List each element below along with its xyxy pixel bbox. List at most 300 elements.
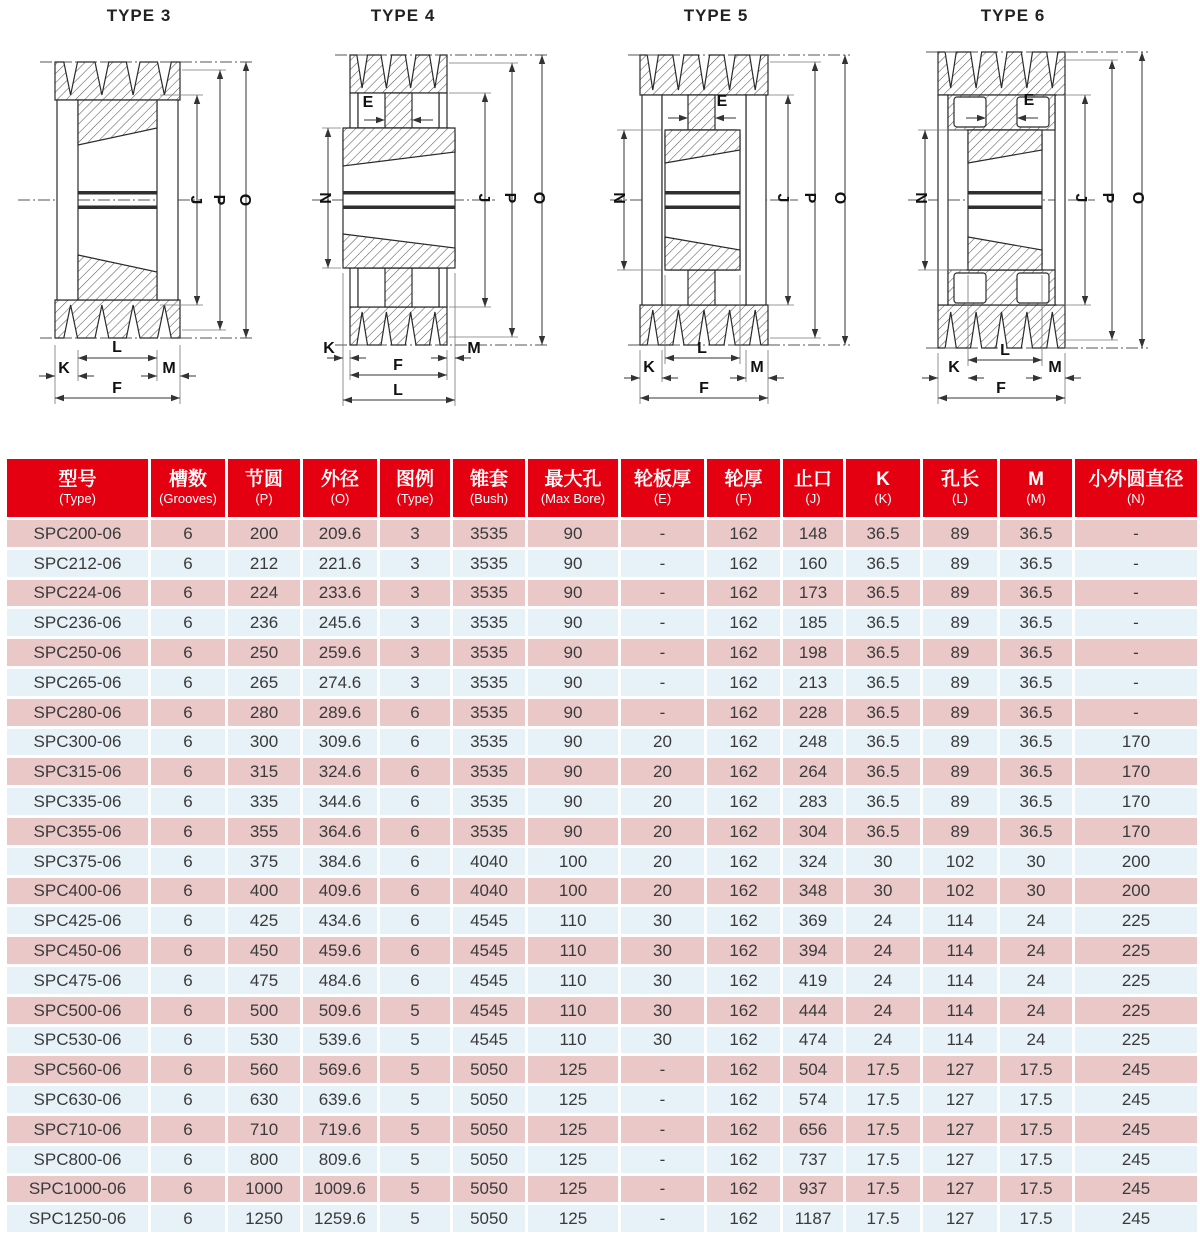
dim-label-l: L: [1000, 342, 1010, 359]
table-cell: 4545: [452, 936, 527, 966]
table-cell: 127: [922, 1085, 999, 1115]
table-cell: 1259.6: [302, 1204, 379, 1234]
table-cell: 90: [527, 816, 620, 846]
header-cell: M (M): [999, 458, 1074, 519]
table-cell: 560: [227, 1055, 302, 1085]
table-cell: 89: [922, 548, 999, 578]
spec-table: [4, 456, 1200, 1235]
dim-label-j: J: [187, 195, 204, 205]
table-cell: 90: [527, 548, 620, 578]
table-cell: SPC355-06: [6, 816, 150, 846]
table-cell: 6: [379, 876, 452, 906]
table-cell: 409.6: [302, 876, 379, 906]
table-cell: 3: [379, 608, 452, 638]
table-cell: 162: [706, 787, 782, 817]
table-cell: 89: [922, 787, 999, 817]
dim-label-k: K: [58, 360, 70, 377]
table-cell: 24: [999, 995, 1074, 1025]
table-cell: 710: [227, 1114, 302, 1144]
table-cell: 5050: [452, 1144, 527, 1174]
table-cell: -: [620, 1114, 706, 1144]
table-cell: -: [620, 578, 706, 608]
table-cell: 5050: [452, 1204, 527, 1234]
table-cell: SPC560-06: [6, 1055, 150, 1085]
table-cell: 6: [150, 519, 227, 549]
table-cell: 17.5: [999, 1055, 1074, 1085]
table-cell: 36.5: [845, 638, 922, 668]
table-row: [6, 936, 1199, 966]
header-cell: 孔长 (L): [922, 458, 999, 519]
table-cell: 539.6: [302, 1025, 379, 1055]
table-cell: 348: [782, 876, 845, 906]
dim-label-m: M: [750, 359, 764, 376]
table-cell: 17.5: [845, 1055, 922, 1085]
table-cell: 6: [379, 965, 452, 995]
header-cell: 外径 (O): [302, 458, 379, 519]
table-cell: 1009.6: [302, 1174, 379, 1204]
table-cell: 24: [845, 906, 922, 936]
table-cell: 639.6: [302, 1085, 379, 1115]
table-cell: 36.5: [845, 608, 922, 638]
table-cell: 450: [227, 936, 302, 966]
table-cell: 212: [227, 548, 302, 578]
table-cell: 5: [379, 1025, 452, 1055]
table-cell: 369: [782, 906, 845, 936]
table-cell: 114: [922, 906, 999, 936]
drawing-type-5: [600, 0, 900, 448]
table-row: [6, 816, 1199, 846]
table-cell: 36.5: [999, 697, 1074, 727]
table-row: [6, 906, 1199, 936]
table-cell: 114: [922, 936, 999, 966]
table-cell: 245: [1074, 1144, 1199, 1174]
table-cell: 20: [620, 727, 706, 757]
table-cell: SPC300-06: [6, 727, 150, 757]
table-cell: 89: [922, 697, 999, 727]
table-cell: 6: [150, 1025, 227, 1055]
drawing-type-3: [0, 0, 300, 448]
dim-label-n: N: [610, 192, 627, 204]
dim-label-n: N: [912, 192, 929, 204]
table-cell: 484.6: [302, 965, 379, 995]
table-cell: -: [620, 1144, 706, 1174]
table-cell: 6: [379, 757, 452, 787]
table-cell: 6: [150, 1114, 227, 1144]
header-cell: 锥套 (Bush): [452, 458, 527, 519]
table-cell: 162: [706, 667, 782, 697]
table-cell: 5: [379, 1174, 452, 1204]
table-cell: SPC212-06: [6, 548, 150, 578]
table-cell: SPC710-06: [6, 1114, 150, 1144]
table-cell: 221.6: [302, 548, 379, 578]
table-cell: 419: [782, 965, 845, 995]
table-cell: 315: [227, 757, 302, 787]
table-cell: 245: [1074, 1174, 1199, 1204]
table-cell: 36.5: [845, 757, 922, 787]
table-cell: SPC1250-06: [6, 1204, 150, 1234]
table-cell: SPC800-06: [6, 1144, 150, 1174]
table-cell: 30: [845, 846, 922, 876]
table-cell: 90: [527, 578, 620, 608]
table-cell: -: [620, 608, 706, 638]
table-cell: 170: [1074, 816, 1199, 846]
table-cell: 3535: [452, 519, 527, 549]
table-cell: 233.6: [302, 578, 379, 608]
table-cell: 444: [782, 995, 845, 1025]
table-row: [6, 697, 1199, 727]
table-cell: 5050: [452, 1114, 527, 1144]
table-row: [6, 727, 1199, 757]
dim-label-p: P: [501, 192, 518, 204]
table-cell: 200: [1074, 876, 1199, 906]
table-cell: 6: [150, 667, 227, 697]
table-cell: 36.5: [999, 638, 1074, 668]
table-cell: 6: [150, 995, 227, 1025]
table-cell: 3: [379, 578, 452, 608]
table-cell: SPC236-06: [6, 608, 150, 638]
table-cell: 434.6: [302, 906, 379, 936]
table-cell: 530: [227, 1025, 302, 1055]
table-cell: 304: [782, 816, 845, 846]
table-cell: 5: [379, 995, 452, 1025]
table-cell: -: [1074, 667, 1199, 697]
table-cell: SPC224-06: [6, 578, 150, 608]
table-cell: 5: [379, 1114, 452, 1144]
table-cell: 162: [706, 757, 782, 787]
header-cell: 图例 (Type): [379, 458, 452, 519]
table-cell: 100: [527, 846, 620, 876]
spec-table-body: [6, 519, 1199, 1234]
table-cell: 127: [922, 1055, 999, 1085]
dim-label-e: E: [1023, 92, 1035, 109]
table-cell: 162: [706, 1025, 782, 1055]
table-cell: 90: [527, 757, 620, 787]
table-cell: 4040: [452, 846, 527, 876]
dim-label-n: N: [316, 192, 333, 204]
table-cell: 6: [379, 816, 452, 846]
table-cell: 3: [379, 638, 452, 668]
table-cell: 198: [782, 638, 845, 668]
table-cell: 1250: [227, 1204, 302, 1234]
table-cell: 504: [782, 1055, 845, 1085]
table-cell: 209.6: [302, 519, 379, 549]
table-cell: 24: [845, 936, 922, 966]
table-cell: 236: [227, 608, 302, 638]
table-cell: SPC450-06: [6, 936, 150, 966]
table-cell: 245: [1074, 1114, 1199, 1144]
table-cell: 36.5: [999, 727, 1074, 757]
table-cell: 125: [527, 1204, 620, 1234]
table-cell: 20: [620, 876, 706, 906]
dim-label-m: M: [467, 340, 481, 357]
dim-label-o: O: [530, 191, 547, 205]
table-cell: 245: [1074, 1085, 1199, 1115]
table-cell: 89: [922, 667, 999, 697]
dim-label-o: O: [1129, 191, 1146, 205]
table-cell: 6: [150, 787, 227, 817]
table-cell: 3535: [452, 757, 527, 787]
table-cell: 228: [782, 697, 845, 727]
table-row: [6, 846, 1199, 876]
table-cell: 17.5: [845, 1204, 922, 1234]
table-row: [6, 638, 1199, 668]
table-cell: 6: [150, 846, 227, 876]
header-cell: 轮厚 (F): [706, 458, 782, 519]
table-cell: 5: [379, 1204, 452, 1234]
table-cell: 225: [1074, 965, 1199, 995]
table-cell: 475: [227, 965, 302, 995]
table-cell: -: [1074, 519, 1199, 549]
table-cell: 6: [150, 906, 227, 936]
header-cell: 槽数 (Grooves): [150, 458, 227, 519]
table-cell: SPC375-06: [6, 846, 150, 876]
table-cell: 170: [1074, 787, 1199, 817]
table-cell: 127: [922, 1174, 999, 1204]
table-cell: 162: [706, 816, 782, 846]
table-row: [6, 667, 1199, 697]
table-cell: 90: [527, 519, 620, 549]
table-cell: 89: [922, 638, 999, 668]
table-cell: 162: [706, 1144, 782, 1174]
table-cell: 737: [782, 1144, 845, 1174]
table-cell: 162: [706, 1174, 782, 1204]
table-cell: 125: [527, 1114, 620, 1144]
table-cell: 24: [999, 1025, 1074, 1055]
table-cell: 89: [922, 727, 999, 757]
table-cell: 36.5: [999, 578, 1074, 608]
table-cell: 459.6: [302, 936, 379, 966]
table-cell: SPC630-06: [6, 1085, 150, 1115]
table-cell: 125: [527, 1085, 620, 1115]
table-cell: 6: [150, 608, 227, 638]
table-cell: 162: [706, 876, 782, 906]
table-row: [6, 578, 1199, 608]
table-cell: 110: [527, 995, 620, 1025]
table-cell: SPC530-06: [6, 1025, 150, 1055]
table-cell: 274.6: [302, 667, 379, 697]
table-cell: 17.5: [999, 1204, 1074, 1234]
table-cell: 289.6: [302, 697, 379, 727]
header-cell: 轮板厚 (E): [620, 458, 706, 519]
table-cell: 5050: [452, 1085, 527, 1115]
table-cell: 6: [150, 1144, 227, 1174]
drawing-title: TYPE 4: [370, 6, 436, 25]
table-cell: 36.5: [999, 608, 1074, 638]
table-cell: -: [620, 1085, 706, 1115]
dim-label-e: E: [716, 93, 728, 110]
table-row: [6, 1025, 1199, 1055]
table-cell: 6: [150, 638, 227, 668]
dim-label-f: F: [112, 380, 122, 397]
table-cell: 569.6: [302, 1055, 379, 1085]
table-cell: 6: [150, 548, 227, 578]
header-cell: 最大孔 (Max Bore): [527, 458, 620, 519]
table-cell: 36.5: [845, 787, 922, 817]
table-cell: 30: [999, 846, 1074, 876]
table-cell: 248: [782, 727, 845, 757]
table-cell: 110: [527, 965, 620, 995]
table-cell: 30: [620, 1025, 706, 1055]
table-cell: 20: [620, 787, 706, 817]
table-cell: 89: [922, 757, 999, 787]
table-cell: 100: [527, 876, 620, 906]
table-cell: 375: [227, 846, 302, 876]
table-cell: -: [620, 519, 706, 549]
table-cell: 89: [922, 519, 999, 549]
table-row: [6, 608, 1199, 638]
table-cell: SPC475-06: [6, 965, 150, 995]
drawing-title: TYPE 6: [980, 6, 1046, 25]
table-cell: 110: [527, 936, 620, 966]
table-cell: 425: [227, 906, 302, 936]
table-cell: 36.5: [999, 667, 1074, 697]
table-cell: 17.5: [999, 1174, 1074, 1204]
table-cell: 36.5: [845, 548, 922, 578]
table-cell: 250: [227, 638, 302, 668]
table-cell: 6: [150, 1204, 227, 1234]
dim-label-f: F: [996, 380, 1006, 397]
table-cell: 6: [150, 936, 227, 966]
table-cell: -: [1074, 697, 1199, 727]
table-cell: 4545: [452, 1025, 527, 1055]
table-cell: 162: [706, 846, 782, 876]
table-cell: 809.6: [302, 1144, 379, 1174]
table-cell: 17.5: [845, 1174, 922, 1204]
table-cell: SPC250-06: [6, 638, 150, 668]
table-cell: SPC400-06: [6, 876, 150, 906]
table-cell: 6: [150, 697, 227, 727]
header-cell: 型号 (Type): [6, 458, 150, 519]
table-cell: 162: [706, 1055, 782, 1085]
table-cell: 89: [922, 608, 999, 638]
dim-label-o: O: [236, 193, 253, 207]
table-cell: 6: [150, 727, 227, 757]
table-cell: -: [620, 1174, 706, 1204]
table-cell: 3535: [452, 578, 527, 608]
table-row: [6, 995, 1199, 1025]
table-cell: 17.5: [845, 1114, 922, 1144]
table-cell: 125: [527, 1144, 620, 1174]
table-cell: 90: [527, 727, 620, 757]
table-cell: 6: [150, 1085, 227, 1115]
table-cell: 3535: [452, 816, 527, 846]
table-cell: 6: [150, 578, 227, 608]
table-cell: -: [1074, 608, 1199, 638]
table-row: [6, 1174, 1199, 1204]
table-cell: 364.6: [302, 816, 379, 846]
table-cell: 245: [1074, 1204, 1199, 1234]
table-cell: -: [1074, 548, 1199, 578]
table-cell: 20: [620, 816, 706, 846]
table-cell: 170: [1074, 757, 1199, 787]
table-cell: -: [1074, 638, 1199, 668]
table-row: [6, 1114, 1199, 1144]
table-row: [6, 519, 1199, 549]
table-cell: 162: [706, 608, 782, 638]
table-cell: 3535: [452, 667, 527, 697]
table-cell: 162: [706, 936, 782, 966]
table-cell: 89: [922, 816, 999, 846]
table-row: [6, 1144, 1199, 1174]
table-cell: 265: [227, 667, 302, 697]
dim-label-m: M: [1048, 359, 1062, 376]
table-cell: 102: [922, 846, 999, 876]
table-cell: 127: [922, 1114, 999, 1144]
table-cell: 309.6: [302, 727, 379, 757]
table-cell: 36.5: [845, 727, 922, 757]
table-cell: -: [620, 1204, 706, 1234]
table-cell: 162: [706, 995, 782, 1025]
table-cell: SPC500-06: [6, 995, 150, 1025]
table-cell: 90: [527, 787, 620, 817]
table-cell: 3535: [452, 608, 527, 638]
table-cell: 162: [706, 1204, 782, 1234]
table-cell: 800: [227, 1144, 302, 1174]
table-cell: 3: [379, 548, 452, 578]
table-cell: 224: [227, 578, 302, 608]
table-cell: 324: [782, 846, 845, 876]
dim-label-j: J: [774, 193, 791, 203]
table-row: [6, 548, 1199, 578]
table-cell: 6: [379, 846, 452, 876]
table-cell: 1000: [227, 1174, 302, 1204]
table-cell: 1187: [782, 1204, 845, 1234]
table-cell: 90: [527, 638, 620, 668]
table-cell: 6: [150, 876, 227, 906]
table-cell: 162: [706, 906, 782, 936]
table-cell: 30: [620, 906, 706, 936]
table-cell: 36.5: [999, 816, 1074, 846]
table-cell: 36.5: [845, 816, 922, 846]
table-cell: 719.6: [302, 1114, 379, 1144]
table-cell: 114: [922, 995, 999, 1025]
dim-label-p: P: [801, 192, 818, 204]
table-cell: SPC335-06: [6, 787, 150, 817]
table-row: [6, 757, 1199, 787]
table-cell: 114: [922, 965, 999, 995]
table-cell: 384.6: [302, 846, 379, 876]
table-cell: 162: [706, 578, 782, 608]
dim-label-l: L: [112, 339, 122, 356]
table-cell: 400: [227, 876, 302, 906]
table-cell: 3535: [452, 638, 527, 668]
table-cell: 937: [782, 1174, 845, 1204]
table-row: [6, 787, 1199, 817]
dim-label-j: J: [1072, 193, 1089, 203]
table-cell: 162: [706, 519, 782, 549]
table-cell: 3535: [452, 727, 527, 757]
table-cell: 500: [227, 995, 302, 1025]
table-cell: 162: [706, 1114, 782, 1144]
table-cell: 30: [620, 995, 706, 1025]
table-cell: 474: [782, 1025, 845, 1055]
table-cell: SPC315-06: [6, 757, 150, 787]
table-cell: 89: [922, 578, 999, 608]
table-cell: 259.6: [302, 638, 379, 668]
pulley-section-type4-diagram: [300, 0, 600, 430]
dim-label-k: K: [948, 359, 960, 376]
table-cell: 30: [845, 876, 922, 906]
drawing-type-6: [900, 0, 1200, 448]
table-cell: 36.5: [999, 548, 1074, 578]
table-cell: 17.5: [845, 1144, 922, 1174]
table-cell: 185: [782, 608, 845, 638]
table-cell: 225: [1074, 906, 1199, 936]
table-cell: 162: [706, 1085, 782, 1115]
table-cell: 125: [527, 1174, 620, 1204]
table-cell: 5050: [452, 1174, 527, 1204]
table-cell: 4545: [452, 906, 527, 936]
